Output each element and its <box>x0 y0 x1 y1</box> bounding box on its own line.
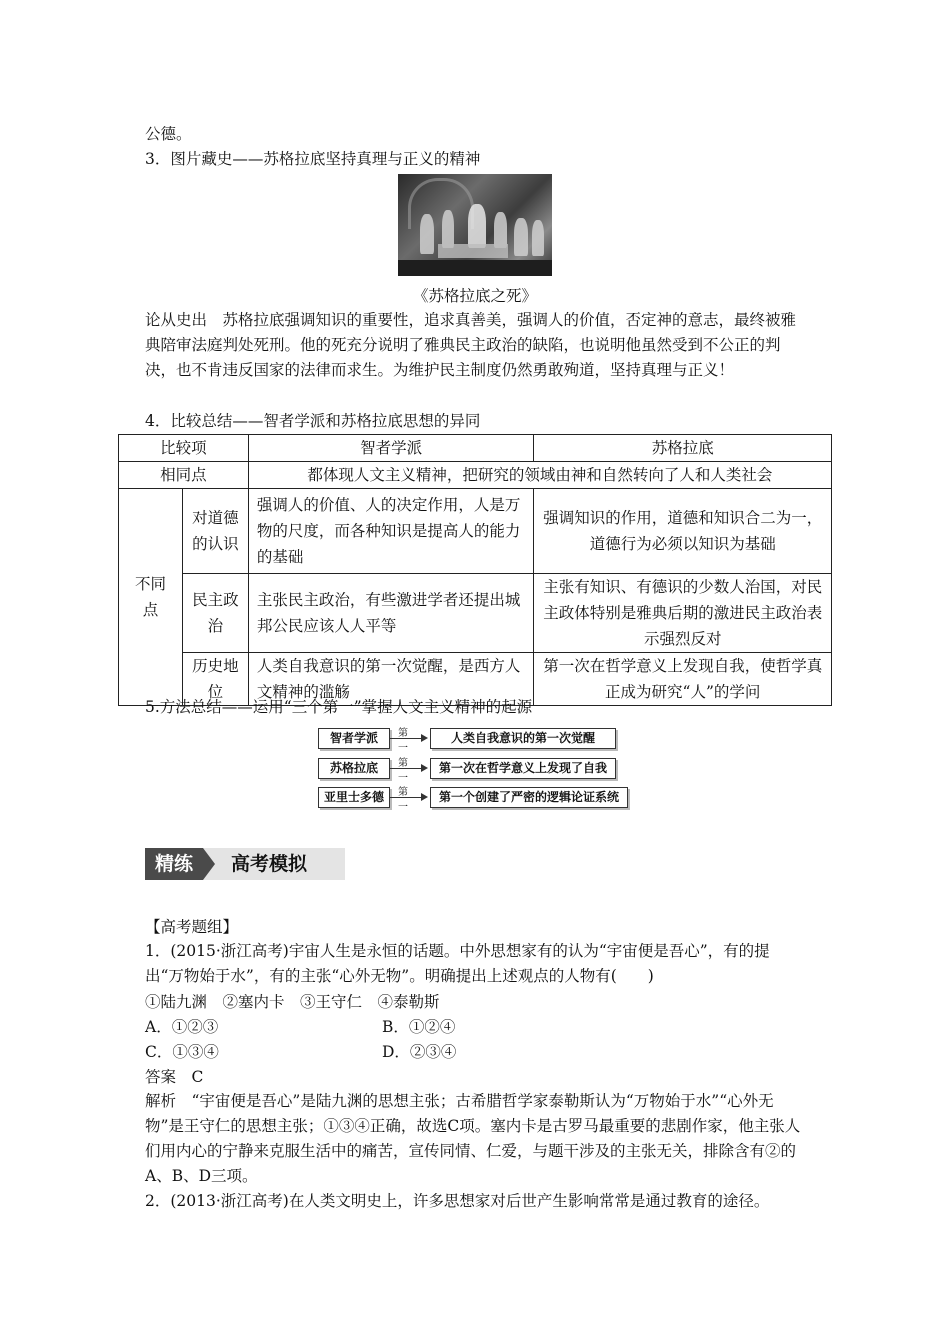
flow-arrow <box>390 768 426 769</box>
section-3-heading: 3．图片藏史——苏格拉底坚持真理与正义的精神 <box>145 150 481 168</box>
commentary-paragraph: 论从史出 苏格拉底强调知识的重要性，追求真善美，强调人的价值，否定神的意志，最终被雅典陪审法庭判处死刑。他的死充分说明了雅典民主政治的缺陷，也说明他虽然受到不公正的判决，也不肯违反国家的法律而求生。为维护民主制度仍然勇敢殉道，坚持真理与正义！ <box>145 311 797 379</box>
death-of-socrates-painting <box>398 174 552 276</box>
q1-option-b: B．①②④ <box>382 1018 456 1036</box>
q1-option-c: C．①③④ <box>145 1043 219 1061</box>
table-header-row <box>119 435 832 462</box>
flow-arrow-label: 第一 <box>398 758 408 784</box>
q1-option-a: A．①②③ <box>145 1018 219 1036</box>
flow-right-sophist: 人类自我意识的第一次觉醒 <box>430 728 616 749</box>
section-5-heading: 5.方法总结——运用“三个第一”掌握人文主义精神的起源 <box>145 698 533 716</box>
header-item: 比较项 <box>119 435 249 462</box>
table-row <box>119 574 832 653</box>
socrates-cell: 强调知识的作用，道德和知识合二为一，道德行为必须以知识为基础 <box>534 489 832 574</box>
flow-arrow <box>390 797 426 798</box>
section-banner <box>145 848 345 880</box>
group-label: 【高考题组】 <box>145 918 239 936</box>
intro-tail: 公德。 <box>145 125 192 143</box>
table-row-same <box>119 462 832 489</box>
sophist-cell: 主张民主政治，有些激进学者还提出城邦公民应该人人平等 <box>248 574 534 653</box>
diff-label: 不同点 <box>119 489 183 706</box>
header-sophist: 智者学派 <box>248 435 534 462</box>
flow-arrow <box>390 738 426 739</box>
q1-stem: 1．(2015·浙江高考)宇宙人生是永恒的话题。中外思想家有的认为“宇宙便是吾心”，有的提出“万物始于水”，有的主张“心外无物”。明确提出上述观点的人物有( ) <box>145 942 770 985</box>
image-caption: 《苏格拉底之死》 <box>412 287 537 305</box>
row-label: 民主政治 <box>182 574 248 653</box>
q1-option-d: D．②③④ <box>382 1043 457 1061</box>
banner-tag: 精练 <box>145 848 203 880</box>
q1-answer: 答案 C <box>145 1068 204 1086</box>
q1-items: ①陆九渊 ②塞内卡 ③王守仁 ④泰勒斯 <box>145 993 440 1011</box>
sophist-cell: 强调人的价值、人的决定作用，人是万物的尺度，而各种知识是提高人的能力的基础 <box>248 489 534 574</box>
banner-arrow-icon <box>203 848 215 880</box>
comparison-table <box>118 434 832 706</box>
sophist-cell: 人类自我意识的第一次觉醒，是西方人文精神的滥觞 <box>248 653 534 706</box>
q1-analysis: 解析 “宇宙便是吾心”是陆九渊的思想主张；古希腊哲学家泰勒斯认为“万物始于水”“心外无物”是王守仁的思想主张；①③④正确，故选C项。塞内卡是古罗马最重要的悲剧作家，他主张人们用内心的宁静来克服生活中的痛苦，宣传同情、仁爱，与题干涉及的主张无关，排除含有②的A、B、D三项。 <box>145 1092 801 1185</box>
same-text: 都体现人文主义精神，把研究的领域由神和自然转向了人和人类社会 <box>248 462 831 489</box>
socrates-cell: 主张有知识、有德识的少数人治国，对民主政体特别是雅典后期的激进民主政治表示强烈反对 <box>534 574 832 653</box>
header-socrates: 苏格拉底 <box>534 435 832 462</box>
socrates-cell: 第一次在哲学意义上发现自我，使哲学真正成为研究“人”的学问 <box>534 653 832 706</box>
same-label: 相同点 <box>119 462 249 489</box>
row-label: 历史地位 <box>182 653 248 706</box>
flow-right-socrates: 第一次在哲学意义上发现了自我 <box>430 758 616 779</box>
q2-stem: 2．(2013·浙江高考)在人类文明史上，许多思想家对后世产生影响常常是通过教育的途径。 <box>145 1192 770 1210</box>
section-4-heading: 4．比较总结——智者学派和苏格拉底思想的异同 <box>145 412 481 430</box>
flow-arrow-label: 第一 <box>398 787 408 813</box>
row-label: 对道德的认识 <box>182 489 248 574</box>
flow-left-socrates: 苏格拉底 <box>318 758 390 779</box>
flow-left-sophist: 智者学派 <box>318 728 390 749</box>
flow-arrow-label: 第一 <box>398 728 408 754</box>
flow-right-aristotle: 第一个创建了严密的逻辑论证系统 <box>430 787 628 808</box>
flow-left-aristotle: 亚里士多德 <box>318 787 390 808</box>
table-row <box>119 489 832 574</box>
banner-title: 高考模拟 <box>231 853 308 875</box>
